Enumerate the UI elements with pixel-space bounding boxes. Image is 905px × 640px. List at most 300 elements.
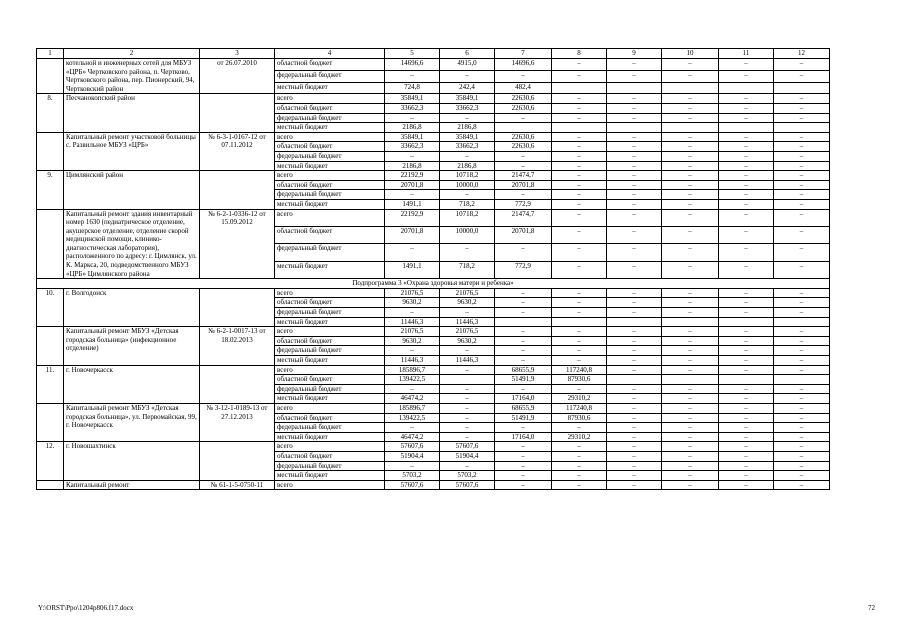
value-cell-8: – <box>552 346 607 356</box>
value-cell-6: 35849,1 <box>440 132 495 142</box>
value-cell-6: 5703,2 <box>440 471 495 481</box>
value-cell-10: – <box>662 432 719 442</box>
document-ref: № 6-2-1-0336-12 от 15.09.2012 <box>200 209 275 279</box>
value-cell-11: – <box>719 132 774 142</box>
value-cell-6: 10718,2 <box>440 171 495 181</box>
value-cell-12: – <box>774 451 830 461</box>
value-cell-7: 772,9 <box>495 261 552 278</box>
value-cell-10: – <box>662 442 719 452</box>
value-cell-9: – <box>607 70 662 82</box>
value-cell-10: – <box>662 70 719 82</box>
col-header-11: 11 <box>719 49 774 59</box>
value-cell-12: – <box>774 346 830 356</box>
value-cell-5: 22192,9 <box>385 209 440 226</box>
value-cell-9 <box>607 317 662 327</box>
row-number: 11. <box>37 365 64 403</box>
object-name: Песчанокопский район <box>64 94 200 132</box>
value-cell-12: – <box>774 209 830 226</box>
value-cell-8: – <box>552 384 607 394</box>
value-cell-7: 17164,0 <box>495 394 552 404</box>
value-cell-12: – <box>774 103 830 113</box>
value-cell-12: – <box>774 423 830 433</box>
value-cell-12: – <box>774 461 830 471</box>
value-cell-10: – <box>662 384 719 394</box>
value-cell-5: 20701,8 <box>385 180 440 190</box>
value-cell-7: 14696,6 <box>495 59 552 71</box>
value-cell-7: – <box>495 471 552 481</box>
value-cell-5: 11446,3 <box>385 317 440 327</box>
value-cell-10: – <box>662 346 719 356</box>
value-cell-10: – <box>662 113 719 123</box>
budget-source: областной бюджет <box>275 59 385 71</box>
value-cell-7: – <box>495 480 552 490</box>
value-cell-6: – <box>440 113 495 123</box>
budget-source: местный бюджет <box>275 82 385 94</box>
value-cell-5: 2186,8 <box>385 161 440 171</box>
value-cell-12 <box>774 82 830 94</box>
value-cell-5: 139422,5 <box>385 375 440 385</box>
value-cell-7: 51491,9 <box>495 375 552 385</box>
col-header-5: 5 <box>385 49 440 59</box>
value-cell-8: – <box>552 132 607 142</box>
value-cell-8: 29310,2 <box>552 432 607 442</box>
value-cell-11: – <box>719 113 774 123</box>
value-cell-6: 10718,2 <box>440 209 495 226</box>
value-cell-8: – <box>552 190 607 200</box>
value-cell-6: 2186,8 <box>440 123 495 133</box>
value-cell-10: – <box>662 356 719 366</box>
budget-source: местный бюджет <box>275 261 385 278</box>
value-cell-10: – <box>662 209 719 226</box>
value-cell-6: 242,4 <box>440 82 495 94</box>
col-header-10: 10 <box>662 49 719 59</box>
value-cell-9: – <box>607 346 662 356</box>
value-cell-8: – <box>552 103 607 113</box>
value-cell-5: 1491,1 <box>385 261 440 278</box>
value-cell-12: – <box>774 171 830 181</box>
value-cell-12: – <box>774 403 830 413</box>
value-cell-6: – <box>440 384 495 394</box>
section-title: Подпрограмма 3 «Охрана здоровья матери и ребенка» <box>37 279 830 289</box>
value-cell-10: – <box>662 199 719 209</box>
col-header-8: 8 <box>552 49 607 59</box>
value-cell-11: – <box>719 413 774 423</box>
value-cell-8: – <box>552 336 607 346</box>
value-cell-6: 35849,1 <box>440 94 495 104</box>
value-cell-6: – <box>440 244 495 261</box>
table-row <box>37 403 830 413</box>
value-cell-12: – <box>774 480 830 490</box>
value-cell-12: – <box>774 199 830 209</box>
row-number <box>37 403 64 441</box>
value-cell-11 <box>719 317 774 327</box>
budget-source: федеральный бюджет <box>275 113 385 123</box>
value-cell-11: – <box>719 209 774 226</box>
value-cell-12: – <box>774 190 830 200</box>
table-row <box>37 209 830 226</box>
row-number <box>37 132 64 170</box>
value-cell-8: – <box>552 356 607 366</box>
value-cell-8: – <box>552 451 607 461</box>
value-cell-7: 68655,9 <box>495 403 552 413</box>
value-cell-5: 20701,8 <box>385 226 440 243</box>
object-name: Капитальный ремонт <box>64 480 200 490</box>
value-cell-9: – <box>607 413 662 423</box>
budget-source: областной бюджет <box>275 298 385 308</box>
value-cell-7 <box>495 123 552 133</box>
value-cell-11: – <box>719 480 774 490</box>
value-cell-12: – <box>774 365 830 375</box>
value-cell-10: – <box>662 171 719 181</box>
value-cell-11: – <box>719 94 774 104</box>
value-cell-6: 10000,0 <box>440 226 495 243</box>
value-cell-12: – <box>774 384 830 394</box>
col-header-3: 3 <box>200 49 275 59</box>
value-cell-10: – <box>662 336 719 346</box>
value-cell-5: 1491,1 <box>385 199 440 209</box>
value-cell-5: 22192,9 <box>385 171 440 181</box>
value-cell-5: 21076,5 <box>385 288 440 298</box>
budget-source: всего <box>275 480 385 490</box>
value-cell-6: 21076,5 <box>440 327 495 337</box>
value-cell-6: 718,2 <box>440 199 495 209</box>
value-cell-6: 57607,6 <box>440 480 495 490</box>
value-cell-10 <box>662 123 719 133</box>
page-number: 72 <box>868 604 875 612</box>
row-number <box>37 209 64 279</box>
value-cell-6: 4915,0 <box>440 59 495 71</box>
budget-source: всего <box>275 288 385 298</box>
value-cell-9: – <box>607 336 662 346</box>
value-cell-6: – <box>440 70 495 82</box>
value-cell-8: – <box>552 261 607 278</box>
value-cell-9: – <box>607 288 662 298</box>
value-cell-8 <box>552 82 607 94</box>
value-cell-5: 46474,2 <box>385 432 440 442</box>
value-cell-7: 68655,9 <box>495 365 552 375</box>
value-cell-7: 21474,7 <box>495 209 552 226</box>
value-cell-5: 57607,6 <box>385 480 440 490</box>
value-cell-11: – <box>719 403 774 413</box>
budget-source: областной бюджет <box>275 451 385 461</box>
budget-source: областной бюджет <box>275 142 385 152</box>
value-cell-6: – <box>440 346 495 356</box>
col-header-12: 12 <box>774 49 830 59</box>
value-cell-7: 22630,6 <box>495 132 552 142</box>
value-cell-11: – <box>719 432 774 442</box>
value-cell-9: – <box>607 244 662 261</box>
value-cell-9: – <box>607 113 662 123</box>
value-cell-8 <box>552 317 607 327</box>
value-cell-6: – <box>440 151 495 161</box>
value-cell-12: – <box>774 356 830 366</box>
value-cell-11: – <box>719 199 774 209</box>
value-cell-7: – <box>495 244 552 261</box>
budget-source: областной бюджет <box>275 226 385 243</box>
value-cell-6: 57607,6 <box>440 442 495 452</box>
budget-source: всего <box>275 132 385 142</box>
value-cell-7: 22630,6 <box>495 103 552 113</box>
value-cell-5: 21076,5 <box>385 327 440 337</box>
budget-source: всего <box>275 171 385 181</box>
value-cell-8: – <box>552 288 607 298</box>
value-cell-7: – <box>495 70 552 82</box>
value-cell-12 <box>774 317 830 327</box>
value-cell-7: 20701,8 <box>495 180 552 190</box>
value-cell-10: – <box>662 244 719 261</box>
value-cell-7: 772,9 <box>495 199 552 209</box>
value-cell-8: 87930,6 <box>552 375 607 385</box>
value-cell-7: 482,4 <box>495 82 552 94</box>
value-cell-5: 139422,5 <box>385 413 440 423</box>
value-cell-12: – <box>774 180 830 190</box>
value-cell-5: 14696,6 <box>385 59 440 71</box>
value-cell-11: – <box>719 365 774 375</box>
value-cell-9 <box>607 82 662 94</box>
value-cell-6: 33662,3 <box>440 142 495 152</box>
budget-source: федеральный бюджет <box>275 308 385 318</box>
value-cell-10 <box>662 375 719 385</box>
value-cell-9: – <box>607 94 662 104</box>
value-cell-12: – <box>774 442 830 452</box>
budget-source: федеральный бюджет <box>275 244 385 261</box>
value-cell-5: 185896,7 <box>385 403 440 413</box>
value-cell-12: – <box>774 142 830 152</box>
value-cell-9: – <box>607 461 662 471</box>
value-cell-12: – <box>774 336 830 346</box>
value-cell-5: 9630,2 <box>385 336 440 346</box>
value-cell-5: 35849,1 <box>385 94 440 104</box>
value-cell-8: – <box>552 199 607 209</box>
value-cell-6: 718,2 <box>440 261 495 278</box>
value-cell-11: – <box>719 59 774 71</box>
value-cell-5: 5703,2 <box>385 471 440 481</box>
value-cell-6: – <box>440 190 495 200</box>
value-cell-12: – <box>774 70 830 82</box>
value-cell-8: – <box>552 180 607 190</box>
value-cell-11 <box>719 375 774 385</box>
value-cell-5: – <box>385 423 440 433</box>
value-cell-11 <box>719 123 774 133</box>
table-row <box>37 59 830 71</box>
value-cell-8: 87930,6 <box>552 413 607 423</box>
value-cell-8: – <box>552 171 607 181</box>
value-cell-7: – <box>495 442 552 452</box>
value-cell-5: – <box>385 190 440 200</box>
budget-source: всего <box>275 94 385 104</box>
value-cell-9: – <box>607 59 662 71</box>
value-cell-11: – <box>719 346 774 356</box>
value-cell-8: – <box>552 70 607 82</box>
row-number: 8. <box>37 94 64 132</box>
value-cell-6 <box>440 375 495 385</box>
value-cell-6: 21076,5 <box>440 288 495 298</box>
value-cell-11: – <box>719 461 774 471</box>
value-cell-7: 22630,6 <box>495 142 552 152</box>
value-cell-10 <box>662 82 719 94</box>
value-cell-7: – <box>495 161 552 171</box>
value-cell-9: – <box>607 432 662 442</box>
object-name: г. Новочеркасск <box>64 365 200 403</box>
table-row <box>37 480 830 490</box>
value-cell-8: – <box>552 161 607 171</box>
table-row <box>37 442 830 452</box>
budget-source: всего <box>275 442 385 452</box>
value-cell-9: – <box>607 151 662 161</box>
budget-source: федеральный бюджет <box>275 461 385 471</box>
value-cell-8: 117240,8 <box>552 365 607 375</box>
value-cell-6: 11446,3 <box>440 356 495 366</box>
value-cell-5: – <box>385 70 440 82</box>
value-cell-9: – <box>607 132 662 142</box>
value-cell-7: 21474,7 <box>495 171 552 181</box>
col-header-4: 4 <box>275 49 385 59</box>
value-cell-7: 22630,6 <box>495 94 552 104</box>
value-cell-5: 724,8 <box>385 82 440 94</box>
value-cell-5: 33662,3 <box>385 142 440 152</box>
value-cell-6: 51904,4 <box>440 451 495 461</box>
value-cell-11: – <box>719 384 774 394</box>
budget-source: областной бюджет <box>275 180 385 190</box>
value-cell-9: – <box>607 327 662 337</box>
value-cell-11: – <box>719 190 774 200</box>
table-row <box>37 171 830 181</box>
value-cell-11: – <box>719 471 774 481</box>
value-cell-10: – <box>662 142 719 152</box>
value-cell-10: – <box>662 423 719 433</box>
value-cell-9: – <box>607 403 662 413</box>
value-cell-9: – <box>607 226 662 243</box>
value-cell-5: – <box>385 244 440 261</box>
row-number <box>37 327 64 365</box>
value-cell-9: – <box>607 442 662 452</box>
table-row <box>37 132 830 142</box>
column-number-row <box>37 49 830 59</box>
row-number: 12. <box>37 442 64 480</box>
value-cell-12: – <box>774 132 830 142</box>
value-cell-6: – <box>440 432 495 442</box>
row-number <box>37 480 64 490</box>
value-cell-10: – <box>662 327 719 337</box>
budget-source: местный бюджет <box>275 394 385 404</box>
value-cell-6: – <box>440 365 495 375</box>
value-cell-9 <box>607 375 662 385</box>
value-cell-10 <box>662 317 719 327</box>
value-cell-7: – <box>495 327 552 337</box>
value-cell-5: 57607,6 <box>385 442 440 452</box>
value-cell-12 <box>774 375 830 385</box>
object-name: Капитальный ремонт участковой больницы с. Развильное МБУЗ «ЦРБ» <box>64 132 200 170</box>
value-cell-10: – <box>662 132 719 142</box>
value-cell-8 <box>552 123 607 133</box>
value-cell-6: 2186,8 <box>440 161 495 171</box>
value-cell-9: – <box>607 394 662 404</box>
value-cell-10: – <box>662 308 719 318</box>
value-cell-12: – <box>774 94 830 104</box>
value-cell-11: – <box>719 394 774 404</box>
document-ref <box>200 365 275 403</box>
value-cell-9: – <box>607 199 662 209</box>
value-cell-9: – <box>607 209 662 226</box>
value-cell-10: – <box>662 365 719 375</box>
document-ref: № 6-3-1-0167-12 от 07.11.2012 <box>200 132 275 170</box>
value-cell-11: – <box>719 308 774 318</box>
budget-source: федеральный бюджет <box>275 384 385 394</box>
value-cell-12: – <box>774 151 830 161</box>
value-cell-11: – <box>719 451 774 461</box>
value-cell-9: – <box>607 384 662 394</box>
value-cell-12: – <box>774 261 830 278</box>
value-cell-7 <box>495 317 552 327</box>
value-cell-9: – <box>607 365 662 375</box>
value-cell-10: – <box>662 151 719 161</box>
value-cell-12: – <box>774 59 830 71</box>
value-cell-9: – <box>607 190 662 200</box>
value-cell-6: 33662,3 <box>440 103 495 113</box>
budget-source: областной бюджет <box>275 103 385 113</box>
object-name: г. Новошахтинск <box>64 442 200 480</box>
value-cell-8: – <box>552 461 607 471</box>
object-name: Цимлянский район <box>64 171 200 209</box>
value-cell-9: – <box>607 161 662 171</box>
row-number: 10. <box>37 288 64 326</box>
value-cell-5: 35849,1 <box>385 132 440 142</box>
value-cell-12: – <box>774 226 830 243</box>
value-cell-8: – <box>552 471 607 481</box>
value-cell-6: 9630,2 <box>440 298 495 308</box>
value-cell-11: – <box>719 244 774 261</box>
value-cell-5: 2186,8 <box>385 123 440 133</box>
document-ref: № 61-1-5-0750-11 <box>200 480 275 490</box>
footer-file-path: Y:\ORST\Ppo\1204p806.f17.docx <box>38 604 134 612</box>
value-cell-7: – <box>495 336 552 346</box>
value-cell-11: – <box>719 288 774 298</box>
value-cell-11: – <box>719 103 774 113</box>
value-cell-8: – <box>552 209 607 226</box>
value-cell-7: – <box>495 308 552 318</box>
value-cell-11: – <box>719 226 774 243</box>
value-cell-10: – <box>662 394 719 404</box>
value-cell-10: – <box>662 471 719 481</box>
col-header-6: 6 <box>440 49 495 59</box>
value-cell-11: – <box>719 356 774 366</box>
value-cell-8: – <box>552 142 607 152</box>
value-cell-11: – <box>719 298 774 308</box>
value-cell-9: – <box>607 142 662 152</box>
value-cell-9: – <box>607 480 662 490</box>
budget-source: областной бюджет <box>275 375 385 385</box>
budget-source: федеральный бюджет <box>275 423 385 433</box>
budget-source: местный бюджет <box>275 432 385 442</box>
value-cell-9: – <box>607 308 662 318</box>
budget-source: федеральный бюджет <box>275 151 385 161</box>
value-cell-8: – <box>552 480 607 490</box>
document-ref: от 26.07.2010 <box>200 59 275 94</box>
value-cell-7: – <box>495 384 552 394</box>
value-cell-11: – <box>719 442 774 452</box>
value-cell-7: – <box>495 451 552 461</box>
budget-source: федеральный бюджет <box>275 346 385 356</box>
object-name: г. Волгодонск <box>64 288 200 326</box>
value-cell-5: 9630,2 <box>385 298 440 308</box>
value-cell-12 <box>774 123 830 133</box>
value-cell-8: – <box>552 151 607 161</box>
value-cell-7: – <box>495 151 552 161</box>
value-cell-8: – <box>552 308 607 318</box>
table-row <box>37 288 830 298</box>
budget-source: областной бюджет <box>275 413 385 423</box>
value-cell-10: – <box>662 94 719 104</box>
